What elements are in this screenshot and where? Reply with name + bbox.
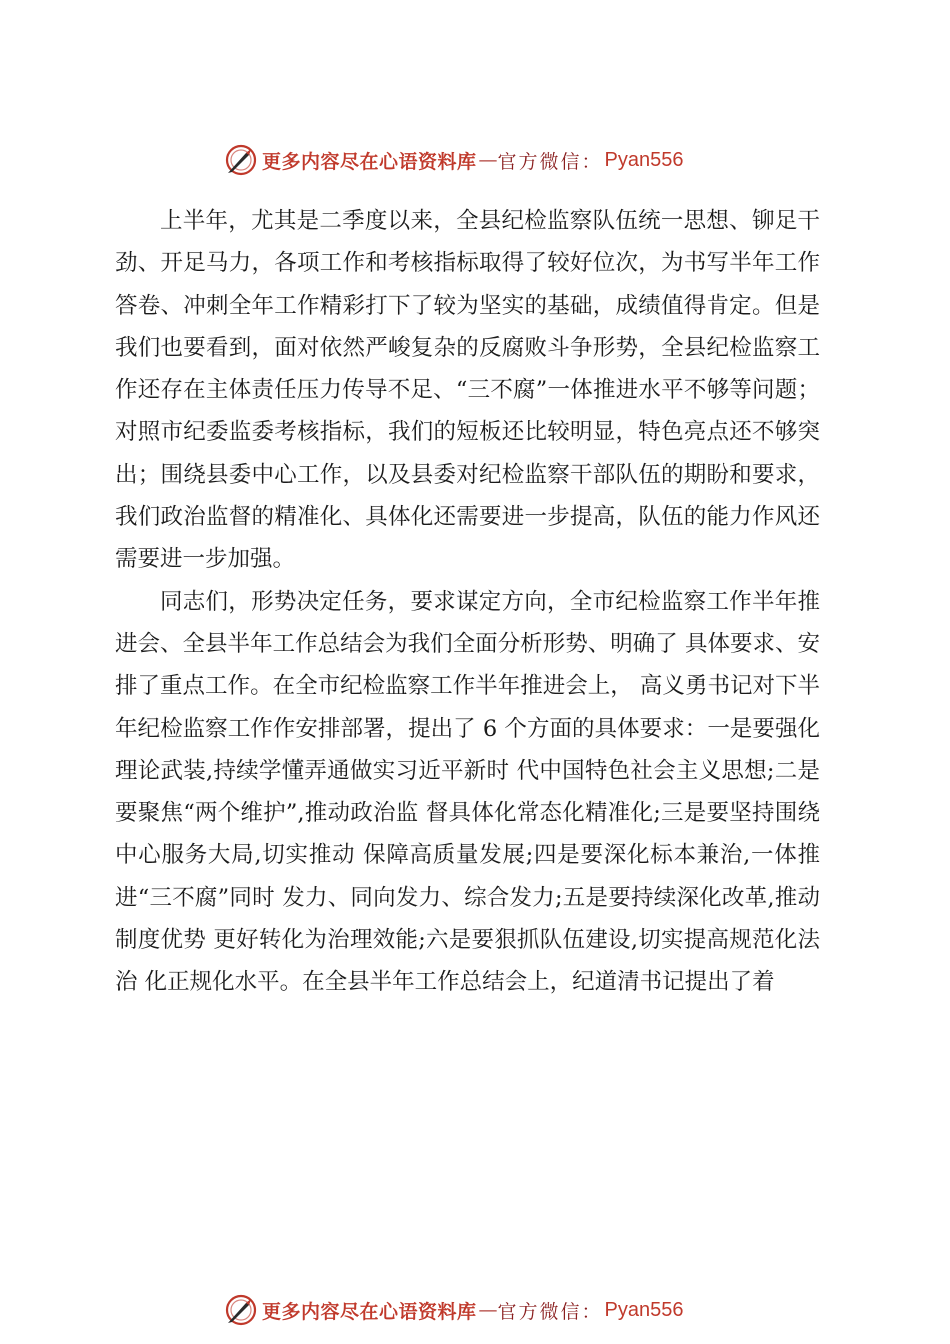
- paragraph-1: 上半年，尤其是二季度以来，全县纪检监察队伍统一思想、铆足干劲、开足马力，各项工作和考核指标取得了较好位次，为书写半年工作答卷、冲刺全年工作精彩打下了较为坚实的基础，成绩值得肯定。但是我们也要看到，面对依然严峻复杂的反腐败斗争形势，全县纪检监察工作还存在主体责任压力传导不足、“三不腐”一体推进水平不够等问题；对照市纪委监委考核指标，我们的短板还比较明显，特色亮点还不够突出；围绕县委中心工作，以及县委对纪检监察干部队伍的期盼和要求，我们政治监督的精准化、具体化还需要进一步提高，队伍的能力作风还需要进一步加强。: [115, 208, 820, 573]
- banner-dash: —: [478, 1299, 496, 1321]
- paragraph-2: 同志们，形势决定任务，要求谋定方向，全市纪检监察工作半年推进会、全县半年工作总结会为我们全面分析形势、明确了 具体要求、安排了重点工作。在全市纪检监察工作半年推进会上， 高义勇书记对下半年纪检监察工作作安排部署，提出了 6 个方面的具体要求：一是要强化理论武装,持续学懂弄通做实习近平新时 代中国特色社会主义思想;二是要聚焦“两个维护”,推动政治监 督具体化常态化精准化;三是要坚持围绕中心服务大局,切实推动 保障高质量发展;四是要深化标本兼治,一体推进“三不腐”同时 发力、同向发力、综合发力;五是要持续深化改革,推动制度优势 更好转化为治理效能;六是要狠抓队伍建设,切实提高规范化法治 化正规化水平。在全县半年工作总结会上，纪道清书记提出了着: [115, 588, 820, 996]
- wechat-label: 官方微信：: [497, 1300, 603, 1323]
- wechat-label: 官方微信：: [497, 150, 603, 173]
- document-body: [115, 200, 820, 1004]
- wechat-id: Pyan556: [604, 1298, 684, 1321]
- banner-dash: —: [478, 149, 496, 171]
- site-name-text: 更多内容尽在心语资料库: [262, 150, 477, 173]
- site-name-text: 更多内容尽在心语资料库: [262, 1300, 477, 1323]
- header-watermark-banner: [224, 140, 744, 180]
- wechat-id: Pyan556: [604, 148, 684, 171]
- quill-logo-icon: [224, 1293, 258, 1327]
- quill-logo-icon: [224, 143, 258, 177]
- footer-watermark-banner: [224, 1290, 744, 1330]
